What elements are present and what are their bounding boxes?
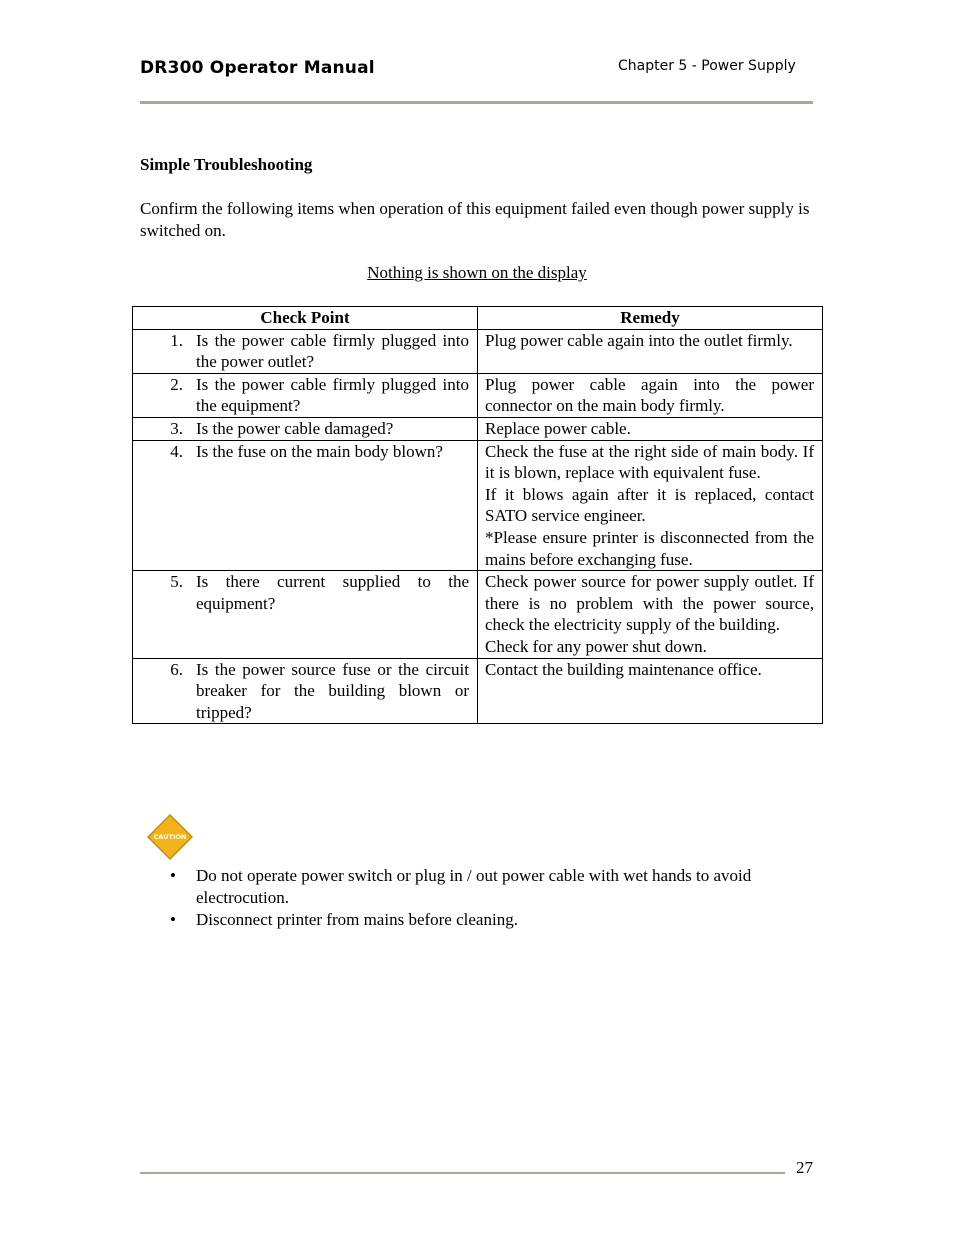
table-row: [133, 440, 823, 571]
remedy-text: Plug power cable again into the outlet firmly.: [485, 330, 793, 350]
table-header-row: [133, 307, 823, 330]
check-point-text: Is there current supplied to the equipment?: [196, 572, 469, 613]
remedy-text: Replace power cable.: [485, 418, 631, 438]
table-row: [133, 373, 823, 417]
table-row: [133, 571, 823, 658]
section-title: Simple Troubleshooting: [140, 155, 313, 174]
check-point-cell: [133, 440, 478, 571]
check-point-text: Is the power source fuse or the circuit breaker for the building blown or tripped?: [196, 659, 469, 722]
header-remedy: Remedy: [478, 307, 823, 330]
footer-divider: [140, 1172, 785, 1174]
check-point-text: Is the fuse on the main body blown?: [196, 441, 443, 461]
page-number: 27: [796, 1158, 813, 1177]
table-row: [133, 658, 823, 724]
check-point-text: Is the power cable firmly plugged into the power outlet?: [196, 330, 469, 372]
troubleshooting-table: [132, 306, 823, 724]
remedy-text: Contact the building maintenance office.: [485, 659, 762, 679]
check-point-cell: [133, 658, 478, 724]
table-row: [133, 329, 823, 373]
table-row: [133, 417, 823, 440]
remedy-cell: [478, 658, 823, 724]
remedy-text: Check the fuse at the right side of main body. If it is blown, replace with equivalent fuse.: [485, 441, 814, 483]
remedy-text: Check power source for power supply outlet. If there is no problem with the power source, check the electricity supply of the building.: [485, 572, 814, 635]
manual-title: DR300 Operator Manual: [140, 58, 375, 78]
row-number: 1.: [170, 330, 183, 350]
caution-notes: [140, 865, 813, 932]
row-number: 4.: [170, 441, 183, 461]
row-number: 5.: [170, 572, 183, 592]
row-number: 3.: [170, 418, 183, 438]
list-item: • Do not operate power switch or plug in / out power cable with wet hands to avoid electrocution.: [170, 866, 752, 907]
note-text: Do not operate power switch or plug in / out power cable with wet hands to avoid electrocution.: [196, 866, 752, 907]
remedy-cell: [478, 373, 823, 417]
table-caption: Nothing is shown on the display: [367, 263, 587, 282]
remedy-cell: [478, 571, 823, 658]
remedy-cell: [478, 417, 823, 440]
check-point-cell: [133, 571, 478, 658]
chapter-title: Chapter 5 - Power Supply: [618, 58, 796, 74]
remedy-text: If it blows again after it is replaced, contact SATO service engineer.: [485, 484, 814, 526]
check-point-cell: [133, 417, 478, 440]
check-point-cell: [133, 329, 478, 373]
caution-icon-label: CAUTION: [153, 833, 187, 841]
check-point-cell: [133, 373, 478, 417]
row-number: 6.: [170, 659, 183, 679]
remedy-text: *Please ensure printer is disconnected from the mains before exchanging fuse.: [485, 527, 814, 569]
remedy-text: Check for any power shut down.: [485, 636, 707, 656]
list-item: • Disconnect printer from mains before cleaning.: [170, 910, 518, 930]
header-check-point: Check Point: [133, 307, 478, 330]
note-text: Disconnect printer from mains before cleaning.: [196, 910, 518, 930]
check-point-text: Is the power cable damaged?: [196, 418, 394, 438]
row-number: 2.: [170, 374, 183, 394]
remedy-cell: [478, 440, 823, 571]
check-point-text: Is the power cable firmly plugged into the equipment?: [196, 374, 469, 416]
remedy-text: Plug power cable again into the power connector on the main body firmly.: [485, 374, 814, 416]
header-divider: [140, 101, 813, 104]
intro-paragraph: Confirm the following items when operation of this equipment failed even though power supply is switched on.: [140, 199, 810, 240]
caution-sign-icon: [145, 812, 195, 862]
remedy-cell: [478, 329, 823, 373]
